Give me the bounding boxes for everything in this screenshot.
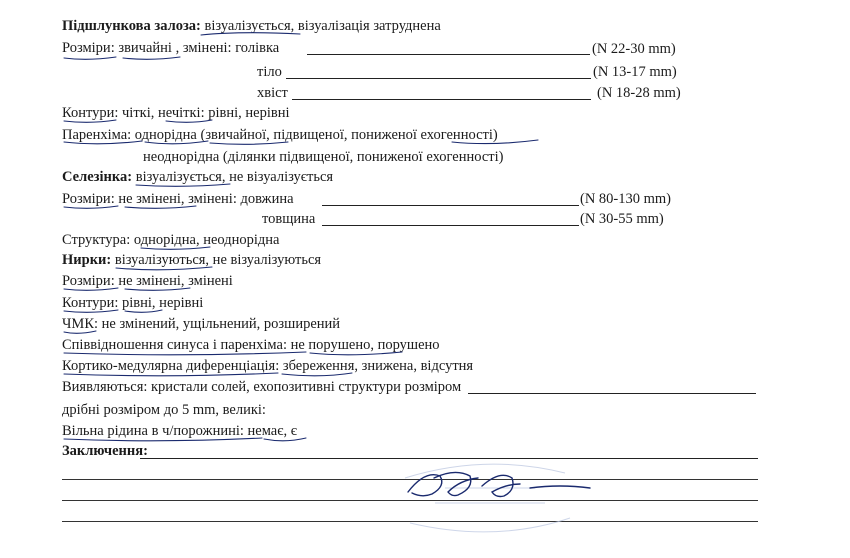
- kidneys-visualization: візуалізуються, не візуалізуються: [114, 252, 322, 268]
- underline-kidneys-contours: [64, 310, 118, 312]
- spleen-thickness-norm: (N 30-55 mm): [580, 211, 664, 227]
- kidneys-size: Розміри: не змінені, змінені: [62, 273, 233, 289]
- pancreas-tail-label: хвіст: [257, 85, 288, 101]
- kidneys-contours: Контури: рівні, нерівні: [62, 295, 204, 311]
- spleen-visualization: візуалізується, не візуалізується: [135, 169, 334, 185]
- underline-pancreas-parenchyma: [64, 141, 142, 144]
- underline-pancreas-normal: [123, 57, 180, 59]
- underline-kidneys-sinus: [64, 352, 306, 355]
- kidneys-pcs: ЧМК: не змінений, ущільнений, розширений: [62, 316, 341, 332]
- underline-spleen-size: [64, 206, 118, 208]
- underline-spleen-unchanged: [125, 206, 196, 208]
- underline-spleen-homogeneous: [141, 247, 210, 249]
- underline-kidneys-not-broken: [310, 352, 402, 355]
- pancreas-head-norm: (N 22-30 mm): [592, 41, 676, 57]
- underline-kidneys-preserved: [282, 373, 352, 376]
- underline-kidneys-unchanged: [125, 288, 190, 290]
- underline-pancreas-contours: [64, 120, 116, 122]
- underline-pancreas-normal-echo: [210, 142, 288, 144]
- underline-kidneys-size: [64, 288, 118, 290]
- pancreas-contours: Контури: чіткі, нечіткі: рівні, нерівні: [62, 105, 290, 121]
- underline-free-fluid-none: [264, 438, 306, 441]
- underline-kidneys-visualize: [116, 267, 212, 270]
- underline-kidneys-cortico: [64, 373, 278, 376]
- underline-pancreas-fuzzy: [166, 120, 212, 122]
- pancreas-tail-norm: (N 18-28 mm): [597, 85, 681, 101]
- pancreas-parenchyma: Паренхіма: однорідна (звичайної, підвищеної, пониженої ехогенності): [62, 127, 498, 143]
- spleen-structure: Структура: однорідна, неоднорідна: [62, 232, 280, 248]
- spleen-size-options: не змінені, змінені: довжина: [118, 191, 294, 207]
- underline-pancreas-visualizes: [201, 33, 300, 35]
- pancreas-size-options: звичайні , змінені: голівка: [118, 40, 280, 56]
- pancreas-parenchyma-2: неоднорідна (ділянки підвищеної, пониженої ехогенності): [143, 149, 504, 165]
- underline-kidneys-even: [125, 310, 162, 312]
- underline-pancreas-homogeneous: [145, 141, 208, 144]
- underline-pancreas-echo: [452, 140, 538, 144]
- kidneys-corticomedullary: Кортико-медулярна диференціація: збереження, знижена, відсутня: [62, 358, 474, 374]
- pancreas-body-norm: (N 13-17 mm): [593, 64, 677, 80]
- spleen-thickness-label: товщина: [262, 211, 316, 227]
- kidneys-sinus-ratio: Співвідношення синуса і паренхіма: не порушено, порушено: [62, 337, 440, 353]
- pancreas-visualization: візуалізується, візуалізація затруднена: [204, 18, 441, 34]
- underline-spleen-visualizes: [136, 184, 230, 186]
- pancreas-heading: Підшлункова залоза:: [62, 18, 201, 34]
- spleen-length-norm: (N 80-130 mm): [580, 191, 672, 207]
- kidneys-heading: Нирки:: [62, 252, 112, 268]
- kidneys-detected: Виявляються: кристали солей, ехопозитивні структури розміром: [62, 379, 462, 395]
- underline-free-fluid: [64, 438, 262, 441]
- underline-pancreas-size: [64, 57, 116, 59]
- signature: [408, 472, 590, 496]
- spleen-heading: Селезінка:: [62, 169, 133, 185]
- conclusion-label: Заключення:: [62, 443, 148, 459]
- pancreas-size-label: Розміри:: [62, 40, 115, 56]
- pancreas-body-label: тіло: [257, 64, 282, 80]
- spleen-size-label: Розміри:: [62, 191, 115, 207]
- kidneys-detected-2: дрібні розміром до 5 mm, великі:: [62, 402, 266, 418]
- free-fluid: Вільна рідина в ч/порожнині: немає, є: [62, 423, 297, 439]
- underline-kidneys-pcs: [64, 331, 96, 333]
